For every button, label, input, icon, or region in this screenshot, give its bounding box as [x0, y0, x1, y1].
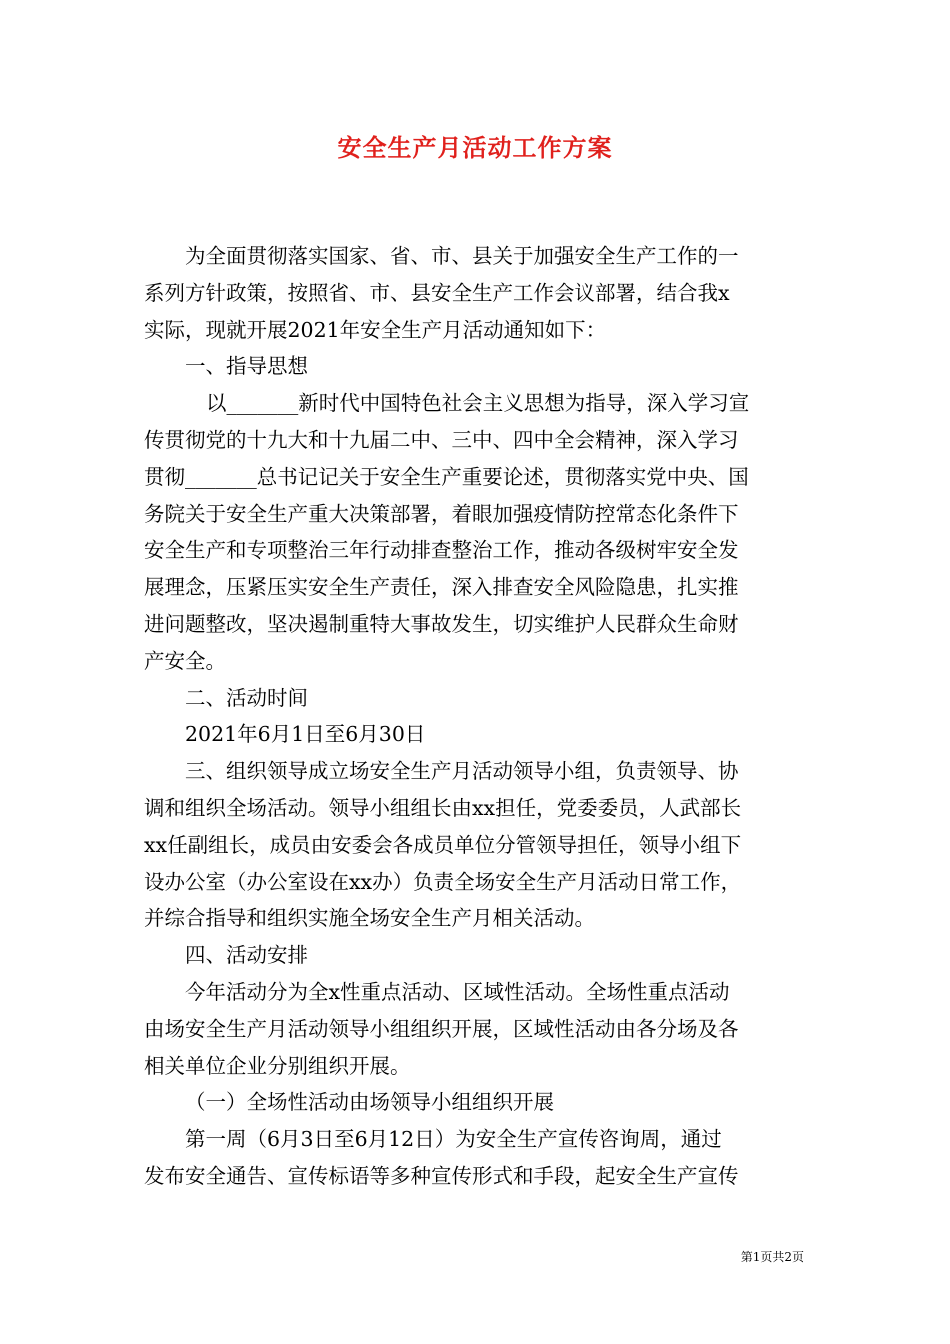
body-line: 传贯彻党的十九大和十九届二中、三中、四中全会精神，深入学习: [144, 427, 739, 452]
body-line: 由场安全生产月活动领导小组组织开展，区域性活动由各分场及各: [144, 1016, 739, 1041]
body-line: 相关单位企业分别组织开展。: [144, 1053, 411, 1078]
body-line: 系列方针政策，按照省、市、县安全生产工作会议部署，结合我x: [144, 280, 730, 305]
section-heading: 四、活动安排: [185, 943, 308, 968]
body-line: 产安全。: [144, 648, 226, 673]
body-line: 第一周（6月3日至6月12日）为安全生产宣传咨询周，通过: [185, 1127, 722, 1152]
section-heading: 三、组织领导成立场安全生产月活动领导小组，负责领导、协: [185, 759, 739, 784]
body-line: 以_______新时代中国特色社会主义思想为指导，深入学习宣: [206, 391, 750, 416]
body-line: 调和组织全场活动。领导小组组长由xx担任，党委委员，人武部长: [144, 795, 742, 820]
page-number: 第1页共2页: [740, 1250, 804, 1264]
subsection-heading: （一）全场性活动由场领导小组组织开展: [185, 1090, 554, 1115]
body-line: 贯彻_______总书记记关于安全生产重要论述，贯彻落实党中央、国: [144, 464, 749, 489]
body-line: 并综合指导和组织实施全场安全生产月相关活动。: [144, 906, 595, 931]
body-line: 展理念，压紧压实安全生产责任，深入排查安全风险隐患，扎实推: [144, 575, 739, 600]
body-line: 安全生产和专项整治三年行动排查整治工作，推动各级树牢安全发: [144, 538, 739, 563]
body-line: 实际，现就开展2021年安全生产月活动通知如下：: [144, 317, 607, 342]
body-line: 今年活动分为全x性重点活动、区域性活动。全场性重点活动: [185, 979, 730, 1004]
document-title: 安全生产月活动工作方案: [337, 133, 613, 162]
body-line: 进问题整改，坚决遏制重特大事故发生，切实维护人民群众生命财: [144, 611, 739, 636]
section-heading: 二、活动时间: [185, 685, 308, 710]
body-line: 设办公室（办公室设在xx办）负责全场安全生产月活动日常工作，: [144, 869, 742, 894]
body-line: 为全面贯彻落实国家、省、市、县关于加强安全生产工作的一: [185, 244, 739, 268]
document-body: [144, 238, 804, 1195]
body-line: xx任副组长，成员由安委会各成员单位分管领导担任，领导小组下: [144, 832, 742, 857]
body-line: 发布安全通告、宣传标语等多种宣传形式和手段，起安全生产宣传: [144, 1163, 739, 1188]
section-heading: 一、指导思想: [185, 354, 308, 379]
body-line: 务院关于安全生产重大决策部署，着眼加强疫情防控常态化条件下: [144, 501, 739, 526]
body-line: 2021年6月1日至6月30日: [185, 722, 426, 747]
